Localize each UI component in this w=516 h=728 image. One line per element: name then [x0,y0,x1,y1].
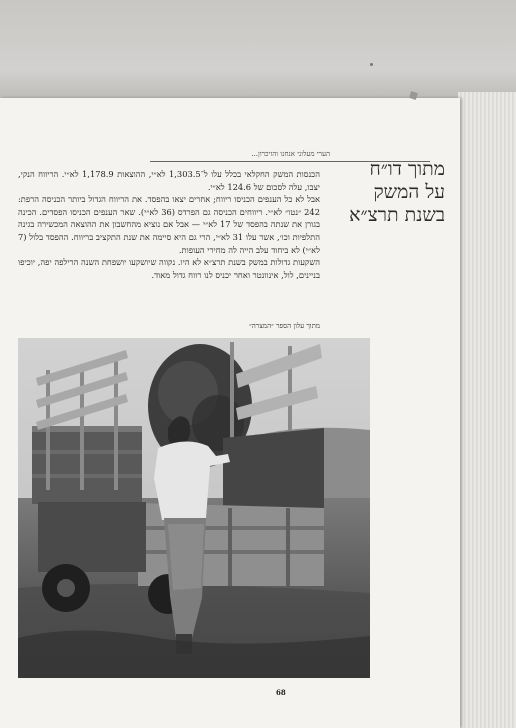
scanner-background [0,0,516,100]
book-page-edges [458,92,516,728]
source-caption: מתוך עלון הספר ״המצרה״ [249,322,320,330]
farm-truck-photo [18,338,370,678]
headline-line-2: על המשק [373,181,445,203]
headline-line-3: בשנת תרצ״א [349,204,445,226]
paragraph-3: השקעות גדולות במשק בשנת תרצ״א לא היו. נקווה שיושקעו יושפחת השנה הרילפה יפה, יוכיפו בניינים, לול, אינוונטר ואחר יכניס לנו רווח גדול מאוד. [18,257,320,280]
paragraph-1: הכנסות המשק החקלאי בכלל עלו ל־1,303.5 לא״י, ההוצאות 1,178.9 לא״י. הריווח הנקי, יצבו, עלה לסכום של 124.6 לא״י. [18,169,320,192]
article-headline [335,158,445,227]
running-head: הערי מעלוני אנחנו והזיכרון... [251,150,330,158]
headline-line-1: מתוך דו״ח [369,158,445,180]
article-body [18,168,320,281]
scan-speck [370,63,373,66]
paragraph-2: אבל לא כל הענפים הכניסו ריווח; אחרים יצאו בהפסד. את הריווח הגדול ביותר הכניסה הרפת: 242 ״נטו״ לא״י. ריווחים הכניסה גם הפרדס (36 לא״י). שאר הענפים הכניסו הפסדים. הכינה בגורן את שנתה בהפסד של 17 לא״י — אבל אם נוציא מהחשבון את ההוצאה המכשירה בגינה התלפיות וכו׳, אשר עלו 31 לא״י, הרי גם היא סיימה את שנת התקציב בריווח. ההפסד בלול (7 לא״י) לא ביחוד עלב הייה לה מחירי העופות. [18,194,320,255]
page-number: 68 [276,688,286,697]
